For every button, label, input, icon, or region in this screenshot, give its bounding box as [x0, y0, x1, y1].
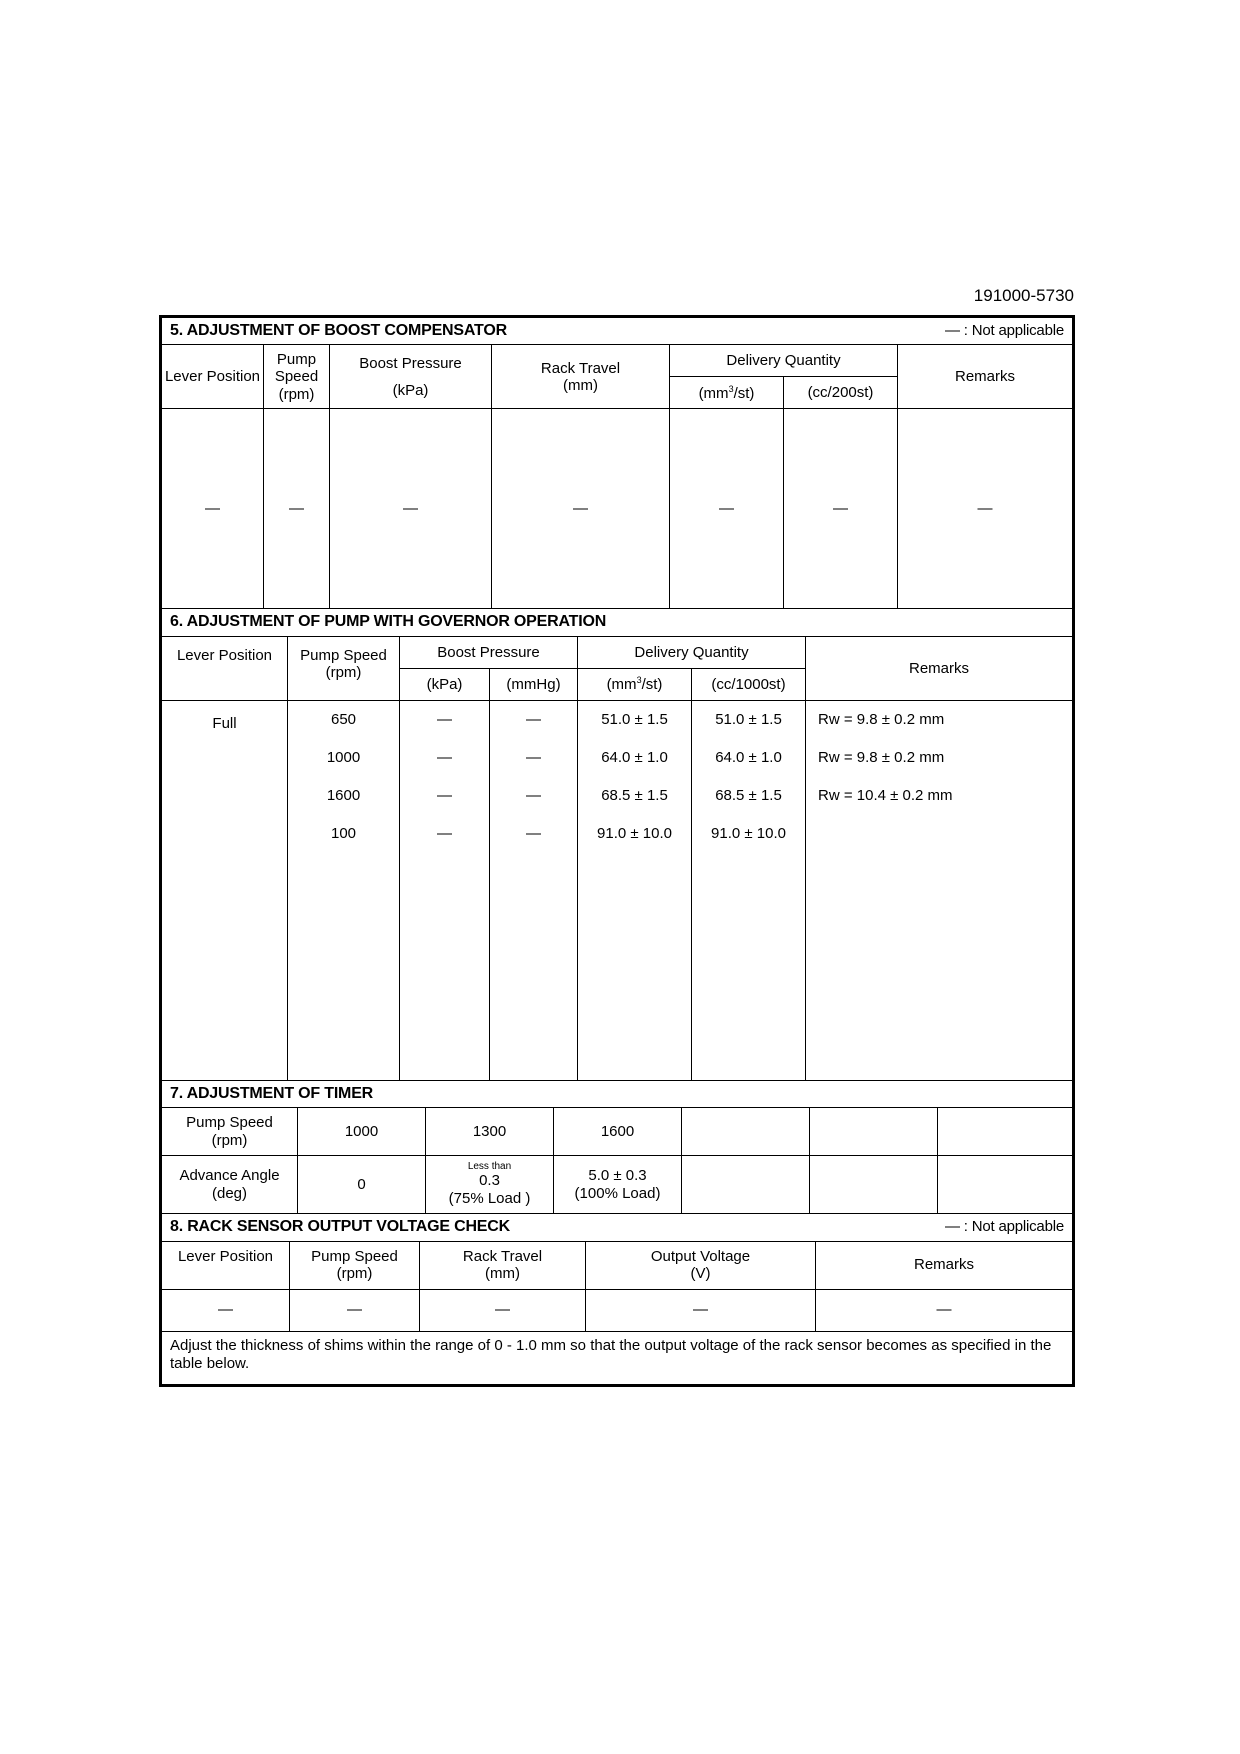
header-remarks: Remarks: [898, 345, 1073, 409]
timer-speed: [682, 1108, 810, 1156]
header-delivery-mm3: $(mm^3/st)$: [578, 668, 692, 700]
table-cell: —: [526, 824, 541, 842]
pump-speed-column: [288, 700, 400, 1080]
kpa-column: [400, 700, 490, 1080]
cell-value: —: [162, 409, 264, 609]
table-cell: —: [526, 710, 541, 728]
header-delivery-cc: (cc/200st): [784, 377, 898, 409]
mm3-column: [578, 700, 692, 1080]
header-boost-pressure: Boost Pressure: [400, 636, 578, 668]
table-cell: Rw = 10.4 ± 0.2 mm: [818, 786, 953, 804]
header-output-voltage: Output Voltage (V): [586, 1241, 816, 1289]
table-row-speed: 100: [330, 824, 357, 842]
header-rack-travel: Rack Travel (mm): [420, 1241, 586, 1289]
document-number: 191000-5730: [973, 286, 1074, 305]
cell-value: —: [586, 1289, 816, 1331]
lever-position-value: Full: [162, 700, 288, 1080]
cell-value: —: [670, 409, 784, 609]
rack-sensor-row: [162, 1289, 1073, 1331]
pump-speed-label: Pump Speed (rpm): [162, 1108, 298, 1156]
cell-value: —: [420, 1289, 586, 1331]
section-5-title: 5. ADJUSTMENT OF BOOST COMPENSATOR — : Not applicable: [162, 318, 1073, 345]
header-pump-speed: Pump Speed (rpm): [288, 636, 400, 700]
table-cell: 64.0 ± 1.0: [601, 748, 668, 766]
timer-table: [161, 1080, 1073, 1214]
cell-value: —: [330, 409, 492, 609]
timer-speed: 1000: [298, 1108, 426, 1156]
table-cell: —: [437, 710, 452, 728]
header-lever-position: Lever Position: [162, 636, 288, 700]
cell-value: —: [784, 409, 898, 609]
not-applicable-legend: — : Not applicable: [945, 1218, 1064, 1236]
table-cell: 68.5 ± 1.5: [601, 786, 668, 804]
table-cell: [682, 1156, 810, 1214]
table-cell: —: [437, 824, 452, 842]
header-remarks: Remarks: [806, 636, 1073, 700]
table-cell: 91.0 ± 10.0: [711, 824, 786, 842]
governor-operation-table: [161, 608, 1073, 1080]
mmhg-column: [490, 700, 578, 1080]
table-row-speed: 650: [330, 710, 357, 728]
timer-speed: 1300: [426, 1108, 554, 1156]
advance-angle-value: 0: [298, 1156, 426, 1214]
table-cell: —: [526, 748, 541, 766]
specification-sheet: [159, 315, 1075, 1387]
boost-compensator-table: [161, 317, 1073, 609]
header-rack-travel: Rack Travel (mm): [492, 345, 670, 409]
section-8-title: 8. RACK SENSOR OUTPUT VOLTAGE CHECK — : Not applicable: [162, 1214, 1073, 1241]
table-cell: 51.0 ± 1.5: [601, 710, 668, 728]
cell-value: —: [264, 409, 330, 609]
boost-compensator-row: [162, 409, 1073, 609]
header-pump-speed: Pump Speed (rpm): [290, 1241, 420, 1289]
table-cell: 68.5 ± 1.5: [715, 786, 782, 804]
table-cell: [810, 1156, 938, 1214]
section-6-title: 6. ADJUSTMENT OF PUMP WITH GOVERNOR OPERATION: [162, 609, 1073, 636]
cc-column: [692, 700, 806, 1080]
header-delivery-mm3: $(mm^3/st)$: [670, 377, 784, 409]
header-kpa: (kPa): [400, 668, 490, 700]
timer-speed: [810, 1108, 938, 1156]
header-remarks: Remarks: [816, 1241, 1073, 1289]
table-cell: Rw = 9.8 ± 0.2 mm: [818, 710, 945, 728]
header-lever-position: Lever Position: [162, 1241, 290, 1289]
table-cell: Rw = 9.8 ± 0.2 mm: [818, 748, 945, 766]
advance-angle-value: 5.0 ± 0.3 (100% Load): [554, 1156, 682, 1214]
section-7-title: 7. ADJUSTMENT OF TIMER: [162, 1080, 1073, 1107]
header-delivery-quantity: Delivery Quantity: [670, 345, 898, 377]
cell-value: —: [290, 1289, 420, 1331]
header-mmhg: (mmHg): [490, 668, 578, 700]
cell-value: —: [162, 1289, 290, 1331]
advance-angle-value: Less than 0.3 (75% Load ): [426, 1156, 554, 1214]
rack-sensor-table: [161, 1213, 1073, 1385]
cell-value: —: [492, 409, 670, 609]
table-row-speed: 1000: [326, 748, 361, 766]
table-cell: 64.0 ± 1.0: [715, 748, 782, 766]
cell-value: —: [816, 1289, 1073, 1331]
header-boost-pressure: Boost Pressure (kPa): [330, 345, 492, 409]
advance-angle-label: Advance Angle (deg): [162, 1156, 298, 1214]
header-delivery-quantity: Delivery Quantity: [578, 636, 806, 668]
table-cell: 91.0 ± 10.0: [597, 824, 672, 842]
timer-speed: 1600: [554, 1108, 682, 1156]
table-cell: —: [526, 786, 541, 804]
table-cell: [938, 1156, 1073, 1214]
table-cell: —: [437, 748, 452, 766]
not-applicable-legend: — : Not applicable: [945, 322, 1064, 339]
table-cell: —: [437, 786, 452, 804]
remarks-column: [806, 700, 1073, 1080]
adjustment-note: Adjust the thickness of shims within the range of 0 - 1.0 mm so that the output voltage of the rack sensor becomes as specified in the table below.: [162, 1331, 1073, 1385]
header-delivery-cc: (cc/1000st): [692, 668, 806, 700]
table-cell: 51.0 ± 1.5: [715, 710, 782, 728]
header-pump-speed: Pump Speed (rpm): [264, 345, 330, 409]
table-row-speed: 1600: [326, 786, 361, 804]
cell-value: —: [898, 409, 1073, 609]
header-lever-position: Lever Position: [162, 345, 264, 409]
timer-speed: [938, 1108, 1073, 1156]
table-cell: [808, 815, 1070, 853]
